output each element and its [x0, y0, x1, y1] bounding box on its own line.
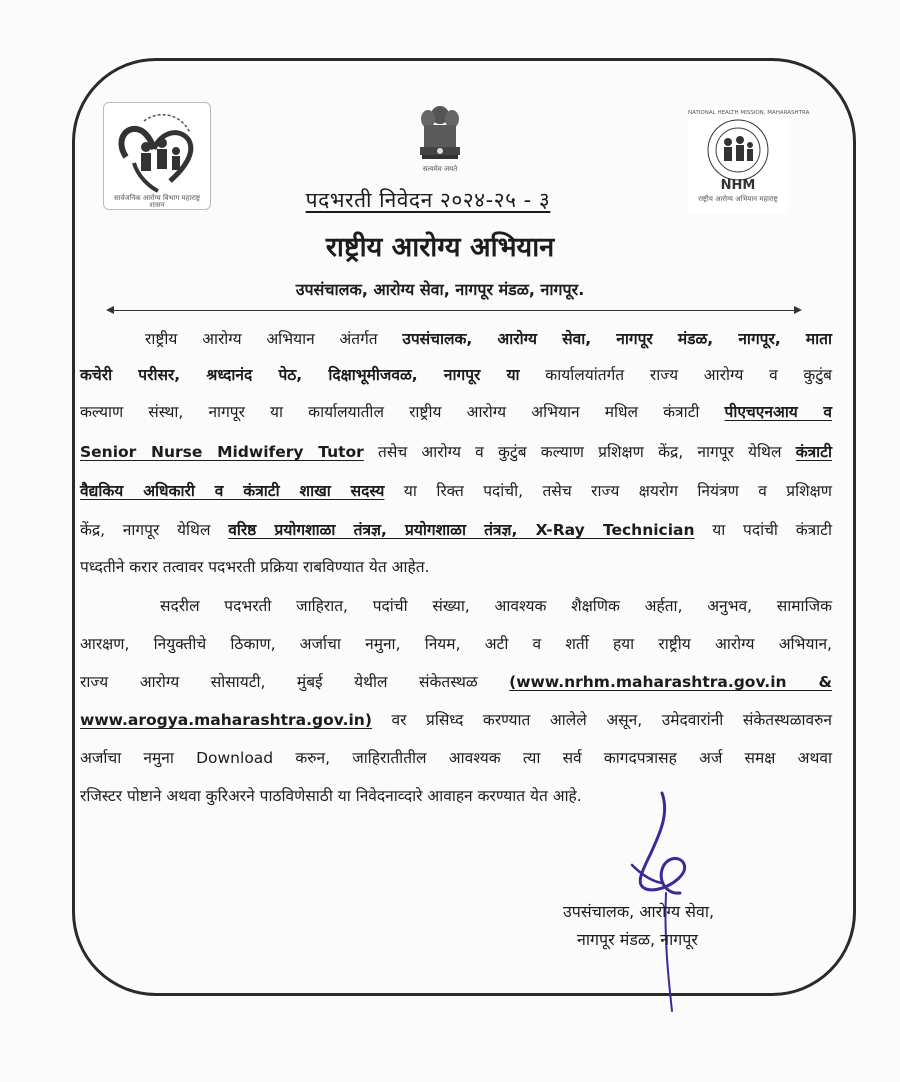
- para2-line2: आरक्षण, नियुक्तीचे ठिकाण, अर्जाचा नमुना, नियम, अटी व शर्ती हया राष्ट्रीय आरोग्य अभियान,: [80, 635, 832, 653]
- double-arrow-divider: [108, 310, 800, 311]
- issuing-office: उपसंचालक, आरोग्य सेवा, नागपूर मंडळ, नागपूर.: [295, 280, 585, 299]
- notice-title: राष्ट्रीय आरोग्य अभियान: [325, 232, 555, 263]
- left-logo-caption: सार्वजनिक आरोग्य विभाग महाराष्ट्र शासन: [113, 194, 201, 209]
- para2-line6: रजिस्टर पोष्टाने अथवा कुरिअरने पाठविणेसाठी या निवेदनाव्दारे आवाहन करण्यात येत आहे.: [80, 787, 582, 805]
- nhm-logo: [688, 108, 810, 214]
- nhm-acronym: NHM: [720, 178, 756, 193]
- para2-line1: सदरील पदभरती जाहिरात, पदांची संख्या, आवश्यक शैक्षणिक अर्हता, अनुभव, सामाजिक: [160, 597, 832, 615]
- para1-line4: Senior Nurse Midwifery Tutor तसेच आरोग्य व कुटुंब कल्याण प्रशिक्षण केंद्र, नागपूर येथिल कंत्राटी: [80, 443, 832, 461]
- para2-line5: अर्जाचा नमुना Download करुन, जाहिरातीतील आवश्यक त्या सर्व कागदपत्रासह अर्ज समक्ष अथवा: [80, 749, 832, 767]
- para1-line6: केंद्र, नागपूर येथिल वरिष्ठ प्रयोगशाळा तंत्रज्ञ, प्रयोगशाळा तंत्रज्ञ, X-Ray Technician या पदांची कंत्राटी: [80, 521, 832, 539]
- nhm-caption: राष्ट्रीय आरोग्य अभियान महाराष्ट्र: [698, 195, 778, 203]
- notice-reference-number: पदभरती निवेदन २०२४-२५ - ३: [305, 188, 551, 212]
- emblem-caption: सत्यमेव जयते: [422, 165, 458, 173]
- nhm-ring-text: NATIONAL HEALTH MISSION, MAHARASHTRA: [688, 110, 810, 116]
- para1-line5: वैद्यकिय अधिकारी व कंत्राटी शाखा सदस्य या रिक्त पदांची, तसेच राज्य क्षयरोग नियंत्रण व प्रशिक्षण: [80, 482, 832, 500]
- national-emblem: [410, 103, 470, 175]
- para2-line4: www.arogya.maharashtra.gov.in) वर प्रसिध्द करण्यात आलेले असून, उमेदवारांनी संकेतस्थळावरुन: [80, 711, 832, 729]
- para1-line2: कचेरी परीसर, श्रध्दानंद पेठ, दिक्षाभूमीजवळ, नागपूर या कार्यालयांतर्गत राज्य आरोग्य व कुटुंब: [80, 366, 832, 384]
- para2-line3: राज्य आरोग्य सोसायटी, मुंबई येथील संकेतस्थळ (www.nrhm.maharashtra.gov.in &: [80, 673, 833, 691]
- public-health-department-logo: [103, 102, 211, 210]
- signatory-office: नागपूर मंडळ, नागपूर: [577, 930, 698, 949]
- para1-line7: पध्दतीने करार तत्वावर पदभरती प्रक्रिया राबविण्यात येत आहेत.: [80, 558, 430, 576]
- para1-line1: राष्ट्रीय आरोग्य अभियान अंतर्गत उपसंचालक, आरोग्य सेवा, नागपूर मंडळ, नागपूर, माता: [145, 330, 832, 348]
- para1-line3: कल्याण संस्था, नागपूर या कार्यालयातील राष्ट्रीय आरोग्य अभियान मधिल कंत्राटी पीएचएनआय व: [80, 403, 832, 421]
- signatory-designation: उपसंचालक, आरोग्य सेवा,: [563, 902, 715, 921]
